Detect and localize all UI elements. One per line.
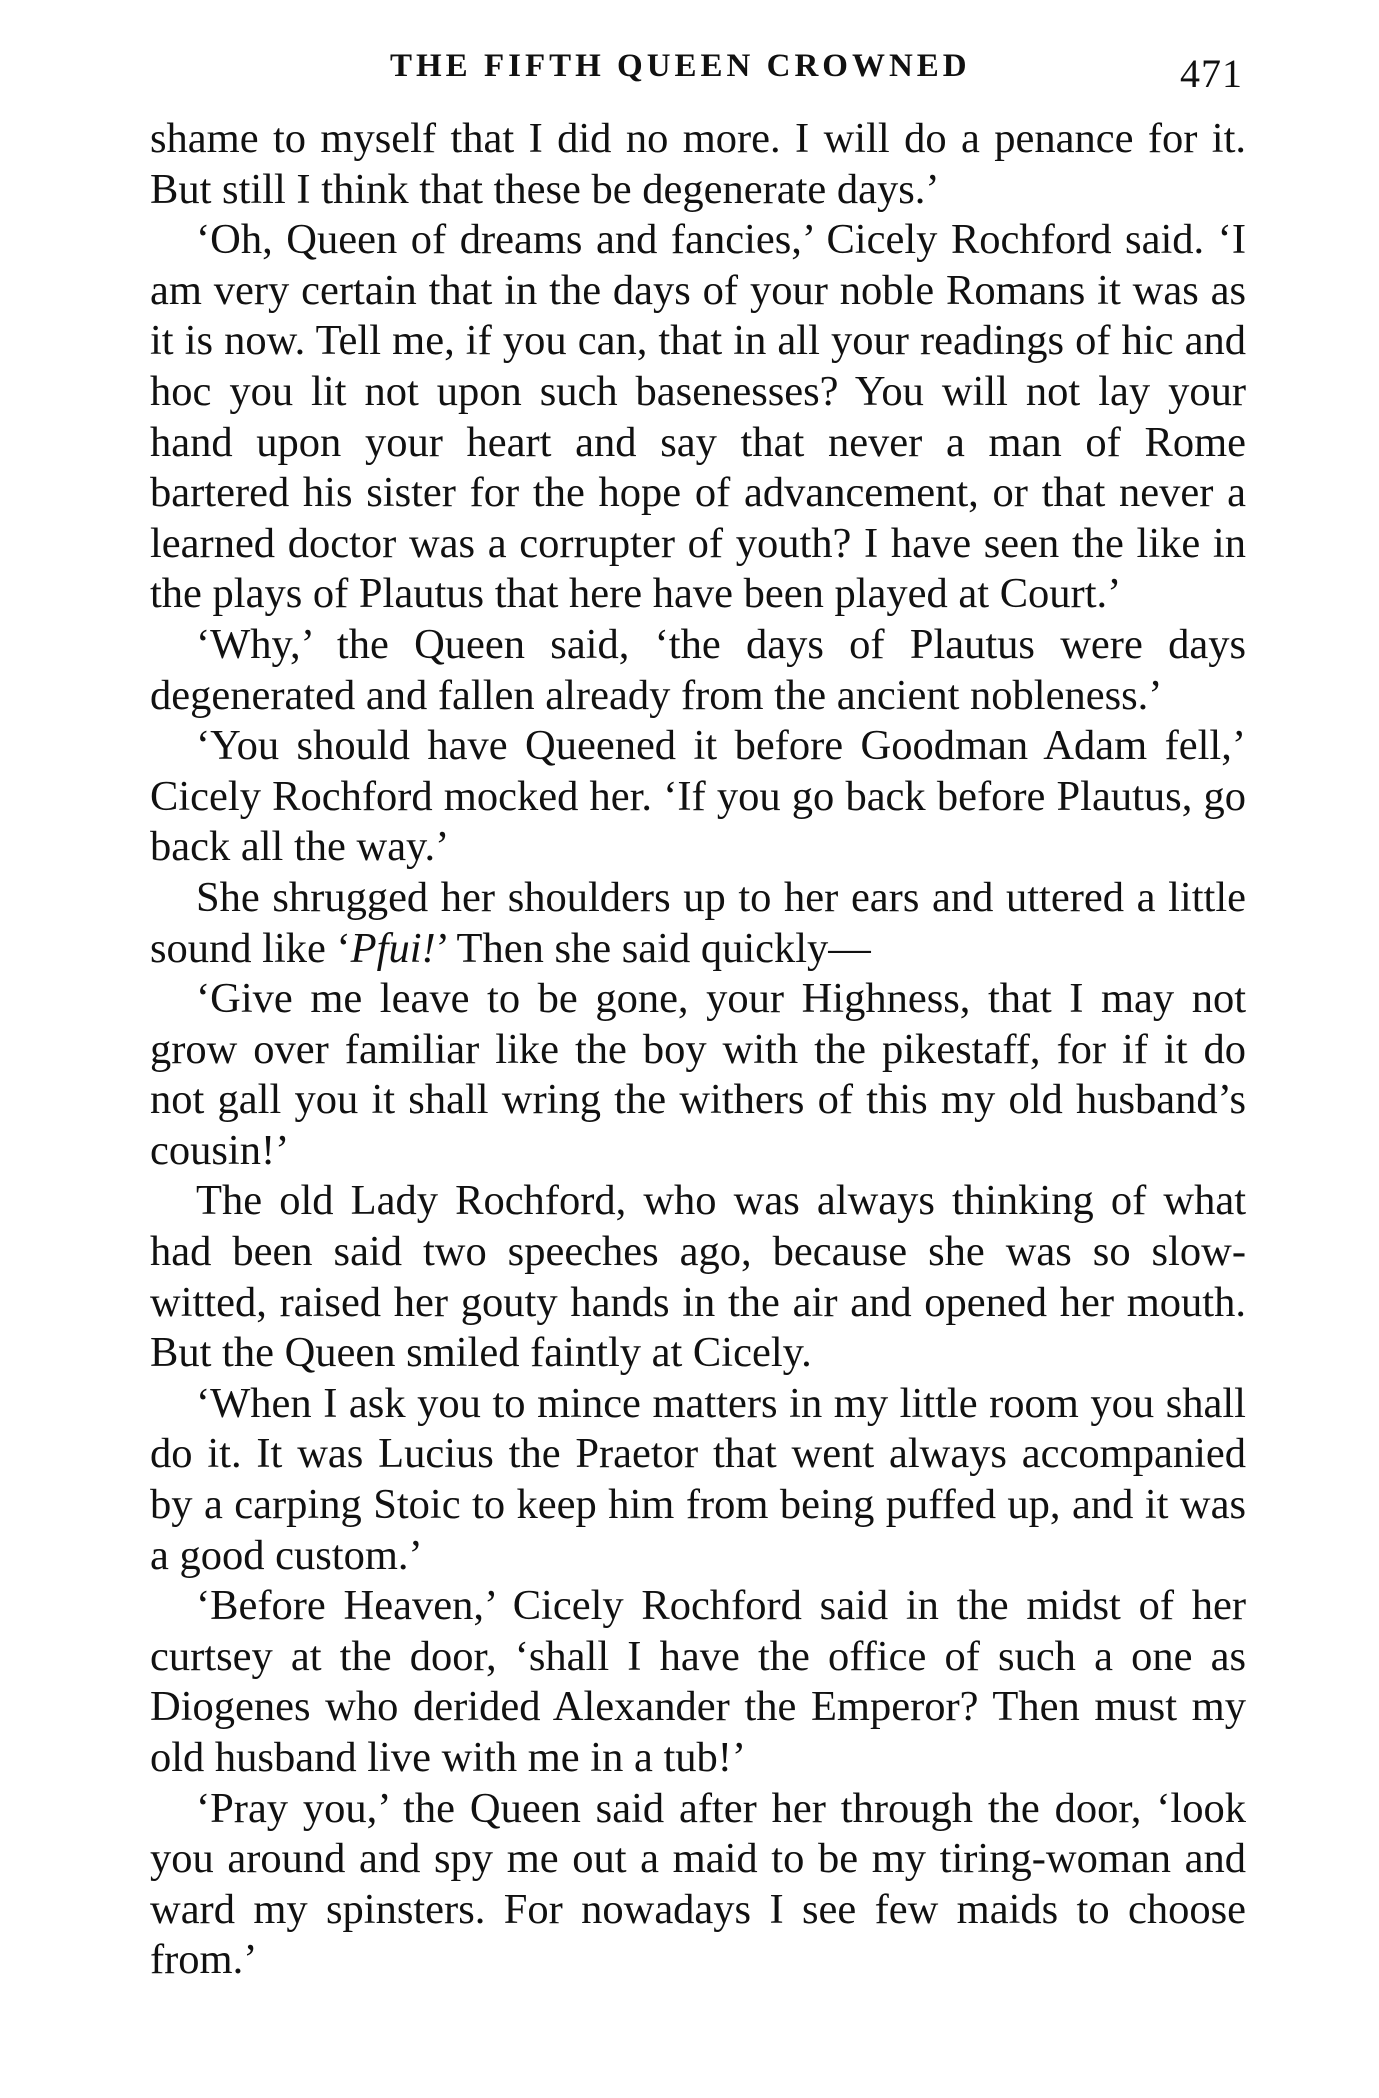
paragraph-3: ‘Why,’ the Queen said, ‘the days of Plautus were days degenerated and fallen already from the ancient nobleness.’ <box>150 620 1246 719</box>
running-head <box>160 48 1243 108</box>
paragraph-6: ‘Give me leave to be gone, your Highness, that I may not grow over familiar like the boy with the pikestaff, for if it do not gall you it shall wring the withers of this my old husband’s cousin!’ <box>150 975 1246 1174</box>
paragraph-9: ‘Before Heaven,’ Cicely Rochford said in the midst of her curtsey at the door, ‘shall I have the office of such a one as Diogenes who derided Alexander the Emperor? Then must my old husband live with me in a tub!’ <box>150 1582 1246 1781</box>
paragraph-5-text-before: She shrugged her shoulders up to her ears and uttered a little sound like ‘ <box>150 873 1246 972</box>
running-title: THE FIFTH QUEEN CROWNED <box>390 48 971 84</box>
paragraph-2: ‘Oh, Queen of dreams and fancies,’ Cicely Rochford said. ‘I am very certain that in the days of your noble Romans it was as it is now. Tell me, if you can, that in all your readings of hic and hoc you lit not upon such basenesses? You will not lay your hand upon your heart and say that never a man of Rome bartered his sister for the hope of advancement, or that never a learned doctor was a corrupter of youth? I have seen the like in the plays of Plautus that here have been played at Court.’ <box>150 216 1246 618</box>
paragraph-7: The old Lady Rochford, who was always thinking of what had been said two speeches ago, because she was so slow-witted, raised her gouty hands in the air and opened her mouth. But the Queen smiled faintly at Cicely. <box>150 1177 1246 1377</box>
page-number: 471 <box>1180 51 1243 96</box>
paragraph-5 <box>150 873 1246 974</box>
paragraph-5-text-after: ’ Then she said quickly— <box>435 924 871 972</box>
paragraph-1: shame to myself that I did no more. I will do a penance for it. But still I think that these be degenerate days.’ <box>150 115 1246 213</box>
paragraph-5-italic-exclamation: Pfui! <box>350 924 436 972</box>
body-text <box>150 114 1246 1986</box>
paragraph-4: ‘You should have Queened it before Goodman Adam fell,’ Cicely Rochford mocked her. ‘If you go back before Plautus, go back all the way.’ <box>150 722 1246 871</box>
paragraph-8: ‘When I ask you to mince matters in my little room you shall do it. It was Lucius the Praetor that went always accompanied by a carping Stoic to keep him from being puffed up, and it was a good custom.’ <box>150 1379 1246 1579</box>
paragraph-10: ‘Pray you,’ the Queen said after her through the door, ‘look you around and spy me out a maid to be my tiring-woman and ward my spinsters. For nowadays I see few maids to choose from.’ <box>150 1784 1246 1984</box>
